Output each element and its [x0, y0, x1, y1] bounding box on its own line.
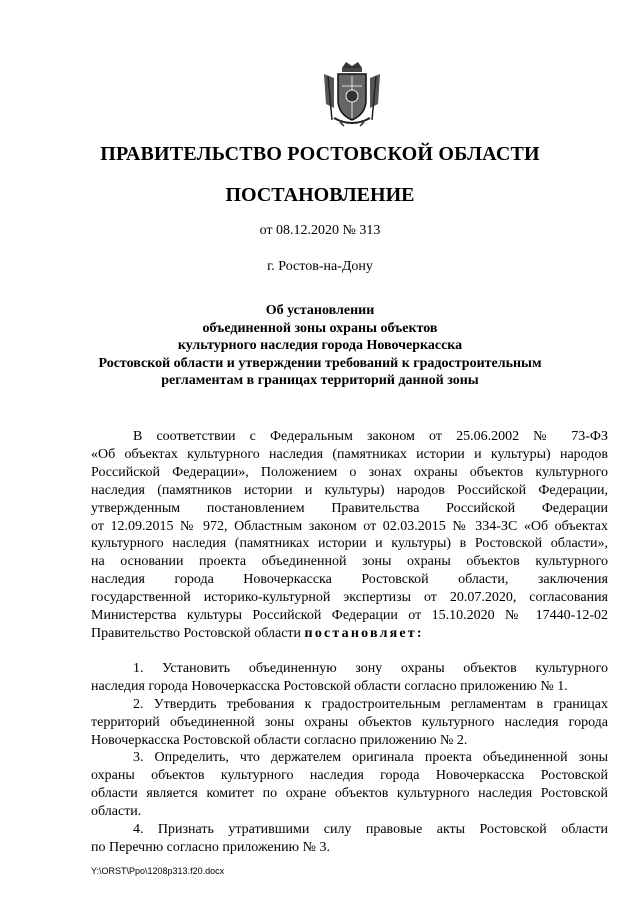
text-line: 3. Определить, что держателем оригинала проекта объединенной зоны [133, 750, 608, 766]
preamble-paragraph [91, 428, 608, 643]
text-line: 2. Утвердить требования к градостроительным регламентам в границах [133, 696, 608, 712]
text-line: наследия (памятников истории и культуры) народов Российской Федерации, [91, 482, 608, 498]
text-line: Российской Федерации», Положением о зонах охраны объектов культурного [91, 464, 608, 480]
text-line: «Об объектах культурного наследия (памятниках истории и культуры) народов [91, 446, 608, 462]
date-and-number: от 08.12.2020 № 313 [259, 223, 381, 238]
title-line: Ростовской области и утверждении требований к градостроительным [98, 355, 542, 371]
text-line: охраны объектов культурного наследия города Новочеркасска Ростовской [91, 768, 608, 784]
paragraph-gap [91, 643, 608, 660]
text-line: 1. Установить объединенную зону охраны объектов культурного [133, 660, 608, 676]
item-4 [91, 821, 608, 857]
decree-word: постановляет: [304, 625, 424, 641]
decree-lead-text: Правительство Ростовской области [91, 625, 305, 641]
rostov-coat-of-arms-icon [320, 60, 384, 128]
text-line: 4. Признать утратившими силу правовые акты Ростовской области [133, 822, 608, 838]
title-line: регламентам в границах территорий данной зоны [161, 373, 479, 388]
text-line: В соответствии с Федеральным законом от 25.06.2002 № 73-ФЗ [133, 429, 608, 444]
text-line: территорий объединенной зоны охраны объектов культурного наследия города [91, 714, 608, 730]
item-3 [91, 749, 608, 821]
city-line: г. Ростов-на-Дону [267, 259, 373, 274]
text-line: культурного наследия (памятниках истории и культуры) в Ростовской области», [91, 536, 608, 552]
text-line: по Перечню согласно приложению № 3. [91, 839, 330, 855]
document-type-heading: ПОСТАНОВЛЕНИЕ [225, 184, 415, 206]
title-line: культурного наследия города Новочеркасска [177, 338, 463, 353]
file-path-footer: Y:\ORST\Ppo\1208p313.f20.docx [91, 866, 225, 876]
document-title [0, 302, 640, 390]
text-line: государственной историко-культурной экспертизы от 20.07.2020, согласования [91, 590, 608, 606]
text-line: области. [91, 804, 142, 820]
text-line: наследия города Новочеркасска Ростовской области, заключения [91, 572, 608, 588]
text-line: наследия города Новочеркасска Ростовской области согласно приложению № 1. [91, 678, 568, 694]
text-line: Новочеркасска Ростовской области согласно приложению № 2. [91, 732, 468, 748]
item-2 [91, 696, 608, 750]
document-body [91, 428, 608, 857]
text-line: области является комитет по охране объектов культурного наследия Ростовской [91, 786, 608, 802]
government-heading: ПРАВИТЕЛЬСТВО РОСТОВСКОЙ ОБЛАСТИ [100, 143, 540, 165]
text-line: на основании проекта объединенной зоны охраны объектов культурного [91, 554, 608, 570]
text-line [91, 625, 608, 643]
title-line: Об установлении [265, 303, 375, 318]
item-1 [91, 660, 608, 696]
text-line: утвержденным постановлением Правительства Российской Федерации [91, 500, 608, 516]
text-line: от 12.09.2015 № 972, Областным законом от 02.03.2015 № 334-ЗС «Об объектах [91, 518, 608, 534]
text-line: Министерства культуры Российской Федерации от 15.10.2020 № 17440-12-02 [91, 608, 608, 624]
title-line: объединенной зоны охраны объектов [202, 320, 438, 336]
